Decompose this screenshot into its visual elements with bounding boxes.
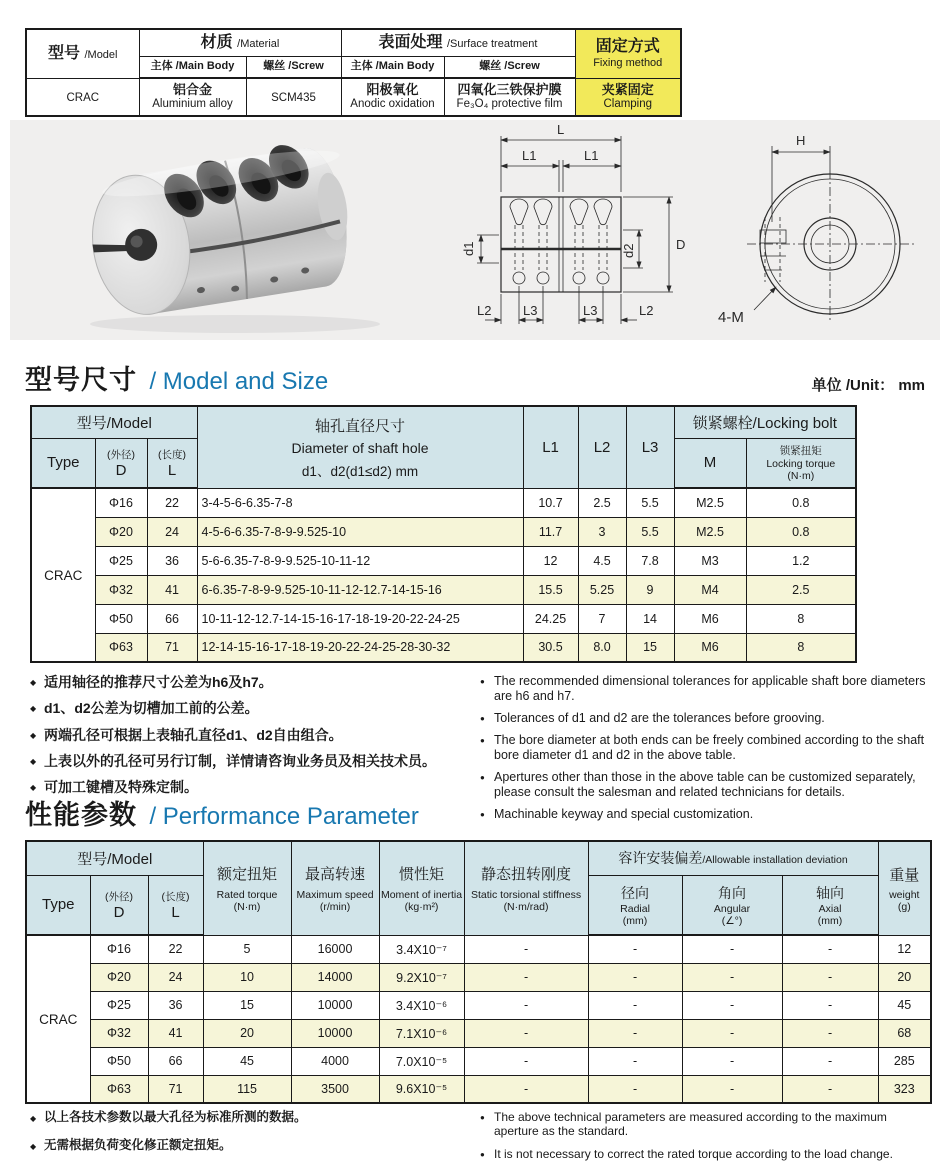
cell-l: 41 — [147, 575, 197, 604]
inertia-unit: (kg·m²) — [404, 901, 439, 914]
max-speed-en: Maximum speed — [296, 889, 374, 902]
cell-l: 24 — [147, 517, 197, 546]
table-row — [26, 29, 681, 56]
size-title-cn: 型号尺寸 — [25, 365, 137, 395]
perf-inertia-header — [379, 841, 464, 935]
max-speed-cn: 最高转速 — [305, 866, 366, 884]
cell-l2: 5.25 — [578, 575, 626, 604]
l-header-cn: (长度) — [158, 448, 187, 461]
cell-l: 22 — [148, 935, 203, 963]
cell-torque: 2.5 — [746, 575, 856, 604]
cell-l1: 11.7 — [523, 517, 578, 546]
rated-torque-en: Rated torque — [216, 889, 278, 902]
size-l1-header: L1 — [523, 406, 578, 488]
cell-l: 36 — [148, 991, 203, 1019]
l-header-letter: L — [167, 461, 177, 479]
perf-title-en: / Performance Parameter — [149, 803, 419, 830]
cell-m: M2.5 — [674, 488, 746, 517]
table-row — [26, 963, 931, 991]
list-item — [30, 700, 480, 717]
cell-inertia: 7.0X10⁻⁵ — [379, 1047, 464, 1075]
fixing-header-cn: 固定方式 — [595, 38, 660, 56]
cell-torque: 45 — [203, 1047, 291, 1075]
perf-type-value: CRAC — [26, 935, 90, 1103]
cell-radial: - — [588, 1019, 682, 1047]
surface-main-en: Anodic oxidation — [350, 97, 435, 110]
bullet-icon: ◆ — [30, 730, 37, 740]
material-screw-subheader: 螺丝 /Screw — [246, 56, 341, 78]
cell-torque: 0.8 — [746, 488, 856, 517]
cell-l3: 14 — [626, 604, 674, 633]
table-row — [31, 633, 856, 662]
cell-l1: 24.25 — [523, 604, 578, 633]
locking-bolt-header: 锁紧螺栓/Locking bolt — [674, 406, 856, 438]
radial-en: Radial — [620, 902, 650, 915]
dim-label-H: H — [796, 133, 806, 148]
cell-l3: 9 — [626, 575, 674, 604]
perf-type-header: Type — [26, 875, 90, 935]
radial-unit: (mm) — [622, 914, 648, 927]
cell-l3: 5.5 — [626, 517, 674, 546]
d-header-letter: D — [115, 461, 127, 479]
dim-label-L1-left: L1 — [522, 148, 537, 163]
bullet-icon: ● — [480, 677, 485, 686]
dim-label-D: D — [676, 237, 686, 252]
cell-d: Φ16 — [95, 488, 147, 517]
material-screw-value: SCM435 — [271, 91, 316, 104]
list-item — [480, 674, 930, 704]
torque-header-unit: (N·m) — [787, 470, 815, 483]
material-header-cell — [139, 29, 341, 56]
table-row — [31, 604, 856, 633]
cell-inertia: 3.4X10⁻⁶ — [379, 991, 464, 1019]
coupling-body-group — [81, 130, 360, 322]
bullet-icon: ◆ — [30, 1114, 37, 1123]
l-header-letter: L — [171, 903, 180, 921]
d-header-cn: (外径) — [107, 448, 135, 461]
cell-weight: 12 — [878, 935, 931, 963]
table-row — [31, 406, 856, 438]
perf-l-header — [148, 875, 203, 935]
dim-label-L2-left: L2 — [477, 303, 492, 318]
cell-angular: - — [682, 1047, 782, 1075]
model-material-table — [25, 28, 682, 117]
deviation-group-header — [588, 841, 878, 875]
cell-torque: 1.2 — [746, 546, 856, 575]
cell-l: 24 — [148, 963, 203, 991]
cell-holes: 12-14-15-16-17-18-19-20-22-24-25-28-30-32 — [197, 633, 523, 662]
cell-l: 66 — [148, 1047, 203, 1075]
cell-l3: 7.8 — [626, 546, 674, 575]
surface-screw-subheader: 螺丝 /Screw — [444, 56, 575, 78]
fixing-value-en: Clamping — [603, 97, 653, 110]
cell-torque: 5 — [203, 935, 291, 963]
cell-axial: - — [782, 1075, 878, 1103]
surface-header-cell — [341, 29, 575, 56]
screw-sections — [510, 199, 612, 284]
note-text: Tolerances of d1 and d2 are the tolerances before grooving. — [494, 711, 825, 725]
dim-label-d1: d1 — [461, 241, 476, 256]
cell-d: Φ25 — [95, 546, 147, 575]
cell-l3: 5.5 — [626, 488, 674, 517]
cell-l: 66 — [147, 604, 197, 633]
body-outline — [501, 197, 621, 292]
performance-table — [25, 840, 932, 1104]
cell-holes: 5-6-6.35-7-8-9-9.525-10-11-12 — [197, 546, 523, 575]
table-row — [26, 78, 681, 116]
size-section-title — [25, 358, 328, 397]
cell-stiffness: - — [464, 935, 588, 963]
table-row — [26, 935, 931, 963]
bullet-icon: ● — [480, 810, 485, 819]
dim-label-L1-right: L1 — [584, 148, 599, 163]
cell-axial: - — [782, 963, 878, 991]
surface-main-cn: 阳极氧化 — [366, 81, 419, 97]
material-screw-cell — [246, 78, 341, 116]
cell-holes: 10-11-12-12.7-14-15-16-17-18-19-20-22-24-25 — [197, 604, 523, 633]
material-mainbody-subheader: 主体 /Main Body — [139, 56, 246, 78]
rated-torque-unit: (N·m) — [233, 901, 261, 914]
inertia-en: Moment of inertia — [380, 889, 463, 902]
list-item — [30, 1138, 480, 1154]
bullet-icon: ◆ — [30, 783, 37, 793]
cell-stiffness: - — [464, 963, 588, 991]
perf-notes-en — [480, 1110, 930, 1161]
cell-stiffness: - — [464, 991, 588, 1019]
list-item — [480, 711, 930, 726]
cell-l: 36 — [147, 546, 197, 575]
size-table — [30, 405, 857, 663]
surface-screw-cn: 四氧化三铁保护膜 — [457, 81, 562, 97]
cell-angular: - — [682, 963, 782, 991]
surface-header-cn: 表面处理 — [378, 33, 443, 51]
model-header-cell — [26, 29, 139, 78]
front-view-drawing — [702, 122, 942, 340]
cell-d: Φ25 — [90, 991, 148, 1019]
material-mainbody-cell — [139, 78, 246, 116]
cell-speed: 14000 — [291, 963, 379, 991]
axial-header — [782, 875, 878, 935]
perf-d-header — [90, 875, 148, 935]
cell-weight: 20 — [878, 963, 931, 991]
cell-holes: 3-4-5-6-6.35-7-8 — [197, 488, 523, 517]
size-type-value: CRAC — [31, 488, 95, 662]
dim-label-L3-right: L3 — [583, 303, 598, 318]
cell-l2: 8.0 — [578, 633, 626, 662]
cell-d: Φ32 — [90, 1019, 148, 1047]
cell-weight: 68 — [878, 1019, 931, 1047]
max-speed-unit: (r/min) — [319, 901, 351, 914]
size-l3-header: L3 — [626, 406, 674, 488]
weight-unit: (g) — [897, 900, 911, 913]
shaft-header-cn: 轴孔直径尺寸 — [315, 417, 406, 435]
surface-header-en: /Surface treatment — [446, 37, 538, 50]
screw-cross-section — [760, 217, 786, 282]
fixing-value-cn: 夹紧固定 — [601, 81, 654, 97]
list-item — [480, 733, 930, 763]
cell-l: 22 — [147, 488, 197, 517]
perf-title-cn: 性能参数 — [25, 800, 137, 830]
list-item — [480, 1110, 930, 1139]
shaft-header-range: d1、d2(d1≤d2) mm — [301, 463, 419, 479]
stiffness-cn: 静态扭转刚度 — [481, 866, 572, 884]
dim-label-L: L — [557, 122, 565, 137]
inertia-cn: 惯性矩 — [399, 866, 445, 884]
surface-screw-cell — [444, 78, 575, 116]
cell-speed: 3500 — [291, 1075, 379, 1103]
photo-shadow — [90, 315, 380, 333]
torque-header-cn: 锁紧扭矩 — [779, 445, 822, 458]
cell-l2: 4.5 — [578, 546, 626, 575]
note-text: 无需根据负荷变化修正额定扭矩。 — [44, 1137, 232, 1152]
model-value: CRAC — [66, 91, 100, 104]
side-view-drawing — [458, 122, 698, 340]
table-row — [26, 1075, 931, 1103]
shaft-header-en: Diameter of shaft hole — [291, 439, 429, 456]
d-header-letter: D — [113, 903, 125, 921]
dim-label-L3-left: L3 — [523, 303, 538, 318]
cell-d: Φ16 — [90, 935, 148, 963]
cell-stiffness: - — [464, 1019, 588, 1047]
angular-unit: (∠°) — [721, 914, 743, 927]
cell-m: M2.5 — [674, 517, 746, 546]
cell-weight: 323 — [878, 1075, 931, 1103]
cell-radial: - — [588, 935, 682, 963]
perf-section-title — [25, 793, 419, 832]
perf-model-group-header: 型号/Model — [26, 841, 203, 875]
d-header-cn: (外径) — [105, 890, 133, 903]
cell-stiffness: - — [464, 1047, 588, 1075]
weight-en: weight — [889, 888, 920, 901]
material-header-en: /Material — [237, 37, 280, 50]
note-text: 两端孔径可根据上表轴孔直径d1、d2自由组合。 — [44, 726, 343, 743]
cell-inertia: 3.4X10⁻⁷ — [379, 935, 464, 963]
note-text: It is not necessary to correct the rated torque according to the load change. — [494, 1146, 893, 1161]
model-header-cn: 型号 — [48, 44, 81, 62]
surface-mainbody-subheader: 主体 /Main Body — [341, 56, 444, 78]
stiffness-unit: (N·m/rad) — [503, 901, 549, 914]
cell-l3: 15 — [626, 633, 674, 662]
perf-notes-cn — [30, 1110, 480, 1161]
cell-m: M3 — [674, 546, 746, 575]
list-item — [30, 1110, 480, 1126]
cell-axial: - — [782, 935, 878, 963]
bullet-icon: ● — [480, 714, 485, 723]
material-header-cn: 材质 — [200, 33, 233, 51]
cell-speed: 10000 — [291, 1019, 379, 1047]
bullet-icon: ◆ — [30, 757, 37, 767]
note-text: 以上各技术参数以最大孔径为标准所测的数据。 — [44, 1110, 307, 1124]
axial-cn: 轴向 — [816, 884, 845, 901]
unit-label: 单位 /Unit： mm — [811, 377, 925, 394]
cell-holes: 4-5-6-6.35-7-8-9-9.525-10 — [197, 517, 523, 546]
fixing-header-cell — [575, 29, 681, 78]
cell-inertia: 9.6X10⁻⁵ — [379, 1075, 464, 1103]
deviation-cn: 容许安装偏差 — [618, 850, 703, 867]
cell-inertia: 9.2X10⁻⁷ — [379, 963, 464, 991]
size-shaft-header — [197, 406, 523, 488]
cell-torque: 20 — [203, 1019, 291, 1047]
weight-cn: 重量 — [889, 866, 920, 884]
bolt-spec-label: 4-M — [718, 309, 744, 326]
bullet-icon: ◆ — [30, 704, 37, 714]
list-item — [30, 674, 480, 691]
perf-stiffness-header — [464, 841, 588, 935]
size-m-header: M — [674, 438, 746, 488]
cell-l1: 12 — [523, 546, 578, 575]
perf-torque-header — [203, 841, 291, 935]
cell-l1: 10.7 — [523, 488, 578, 517]
cell-l: 71 — [148, 1075, 203, 1103]
deviation-en: /Allowable installation deviation — [702, 854, 848, 867]
bullet-icon: ● — [480, 773, 485, 782]
cell-axial: - — [782, 1047, 878, 1075]
cell-l1: 30.5 — [523, 633, 578, 662]
table-row — [26, 841, 931, 875]
table-row — [26, 1019, 931, 1047]
bullet-icon: ● — [480, 1113, 485, 1122]
cell-d: Φ32 — [95, 575, 147, 604]
cell-speed: 10000 — [291, 991, 379, 1019]
perf-notes — [30, 1110, 930, 1161]
note-text: 可加工键槽及特殊定制。 — [44, 779, 198, 796]
cell-d: Φ63 — [95, 633, 147, 662]
cell-angular: - — [682, 991, 782, 1019]
cell-angular: - — [682, 935, 782, 963]
size-l-header — [147, 438, 197, 488]
note-text: The above technical parameters are measured according to the maximum aperture as the standard. — [494, 1110, 887, 1139]
l-header-cn: (长度) — [161, 890, 190, 903]
cell-d: Φ20 — [90, 963, 148, 991]
cell-d: Φ50 — [90, 1047, 148, 1075]
perf-speed-header — [291, 841, 379, 935]
cell-m: M4 — [674, 575, 746, 604]
cell-speed: 4000 — [291, 1047, 379, 1075]
cell-l2: 3 — [578, 517, 626, 546]
stiffness-en: Static torsional stiffness — [470, 889, 582, 902]
cell-radial: - — [588, 1075, 682, 1103]
size-title-en: / Model and Size — [149, 368, 329, 395]
bullet-icon: ◆ — [30, 1141, 37, 1151]
cell-d: Φ63 — [90, 1075, 148, 1103]
note-text: Apertures other than those in the above table can be customized separately, please consult the salesman and related technicians for details. — [494, 770, 916, 799]
dim-label-L2-right: L2 — [639, 303, 654, 318]
cell-d: Φ50 — [95, 604, 147, 633]
table-row — [26, 991, 931, 1019]
note-text: d1、d2公差为切槽加工前的公差。 — [44, 700, 259, 717]
model-value-cell — [26, 78, 139, 116]
list-item — [30, 727, 480, 744]
angular-header — [682, 875, 782, 935]
cell-holes: 6-6.35-7-8-9-9.525-10-11-12-12.7-14-15-16 — [197, 575, 523, 604]
cell-l: 41 — [148, 1019, 203, 1047]
radial-cn: 径向 — [621, 884, 650, 901]
size-torque-header — [746, 438, 856, 488]
cell-torque: 15 — [203, 991, 291, 1019]
bullet-icon: ◆ — [30, 678, 37, 687]
table-row — [31, 575, 856, 604]
size-model-group-header: 型号/Model — [31, 406, 197, 438]
cell-inertia: 7.1X10⁻⁶ — [379, 1019, 464, 1047]
cell-l2: 2.5 — [578, 488, 626, 517]
product-photo — [40, 122, 430, 340]
material-main-cn: 铝合金 — [172, 81, 212, 97]
table-row — [31, 546, 856, 575]
cell-radial: - — [588, 1047, 682, 1075]
cell-l: 71 — [147, 633, 197, 662]
cell-torque: 115 — [203, 1075, 291, 1103]
note-text: Machinable keyway and special customization. — [494, 807, 754, 821]
perf-weight-header — [878, 841, 931, 935]
cell-torque: 8 — [746, 633, 856, 662]
cell-axial: - — [782, 991, 878, 1019]
table-row — [31, 517, 856, 546]
dim-label-d2: d2 — [621, 243, 636, 258]
cell-torque: 10 — [203, 963, 291, 991]
cell-d: Φ20 — [95, 517, 147, 546]
cell-angular: - — [682, 1019, 782, 1047]
note-text: The recommended dimensional tolerances for applicable shaft bore diameters are h6 and h7. — [494, 674, 926, 703]
fixing-value-cell — [575, 78, 681, 116]
cell-l2: 7 — [578, 604, 626, 633]
angular-cn: 角向 — [718, 884, 747, 901]
cell-torque: 8 — [746, 604, 856, 633]
cell-weight: 45 — [878, 991, 931, 1019]
axial-en: Axial — [818, 902, 842, 915]
note-text: The bore diameter at both ends can be freely combined according to the shaft bore diameter d1 and d2 in the above table. — [494, 733, 925, 762]
size-d-header — [95, 438, 147, 488]
cell-radial: - — [588, 991, 682, 1019]
product-visuals-band — [10, 120, 940, 340]
cell-l1: 15.5 — [523, 575, 578, 604]
list-item — [30, 753, 480, 770]
surface-mainbody-cell — [341, 78, 444, 116]
cell-axial: - — [782, 1019, 878, 1047]
perf-section-header — [25, 793, 925, 832]
torque-header-en: Locking torque — [766, 458, 836, 471]
size-type-header: Type — [31, 438, 95, 488]
cell-speed: 16000 — [291, 935, 379, 963]
cell-angular: - — [682, 1075, 782, 1103]
bullet-icon: ● — [480, 1149, 485, 1159]
rated-torque-cn: 额定扭矩 — [217, 866, 278, 884]
fixing-header-en: Fixing method — [593, 56, 663, 69]
cell-m: M6 — [674, 633, 746, 662]
axial-unit: (mm) — [817, 914, 843, 927]
model-header-en: /Model — [84, 48, 118, 61]
table-row — [31, 488, 856, 517]
radial-header — [588, 875, 682, 935]
cell-torque: 0.8 — [746, 517, 856, 546]
surface-screw-en: Fe₃O₄ protective film — [456, 97, 563, 110]
size-l2-header: L2 — [578, 406, 626, 488]
note-text: 适用轴径的推荐尺寸公差为h6及h7。 — [44, 674, 273, 690]
bullet-icon: ● — [480, 736, 485, 745]
cell-stiffness: - — [464, 1075, 588, 1103]
cell-weight: 285 — [878, 1047, 931, 1075]
material-main-en: Aluminium alloy — [152, 97, 233, 110]
cell-m: M6 — [674, 604, 746, 633]
angular-en: Angular — [713, 902, 751, 915]
size-section-header — [25, 358, 925, 397]
table-row — [26, 1047, 931, 1075]
note-text: 上表以外的孔径可另行订制，详情请咨询业务员及相关技术员。 — [44, 753, 436, 770]
cell-radial: - — [588, 963, 682, 991]
list-item — [480, 1147, 930, 1161]
